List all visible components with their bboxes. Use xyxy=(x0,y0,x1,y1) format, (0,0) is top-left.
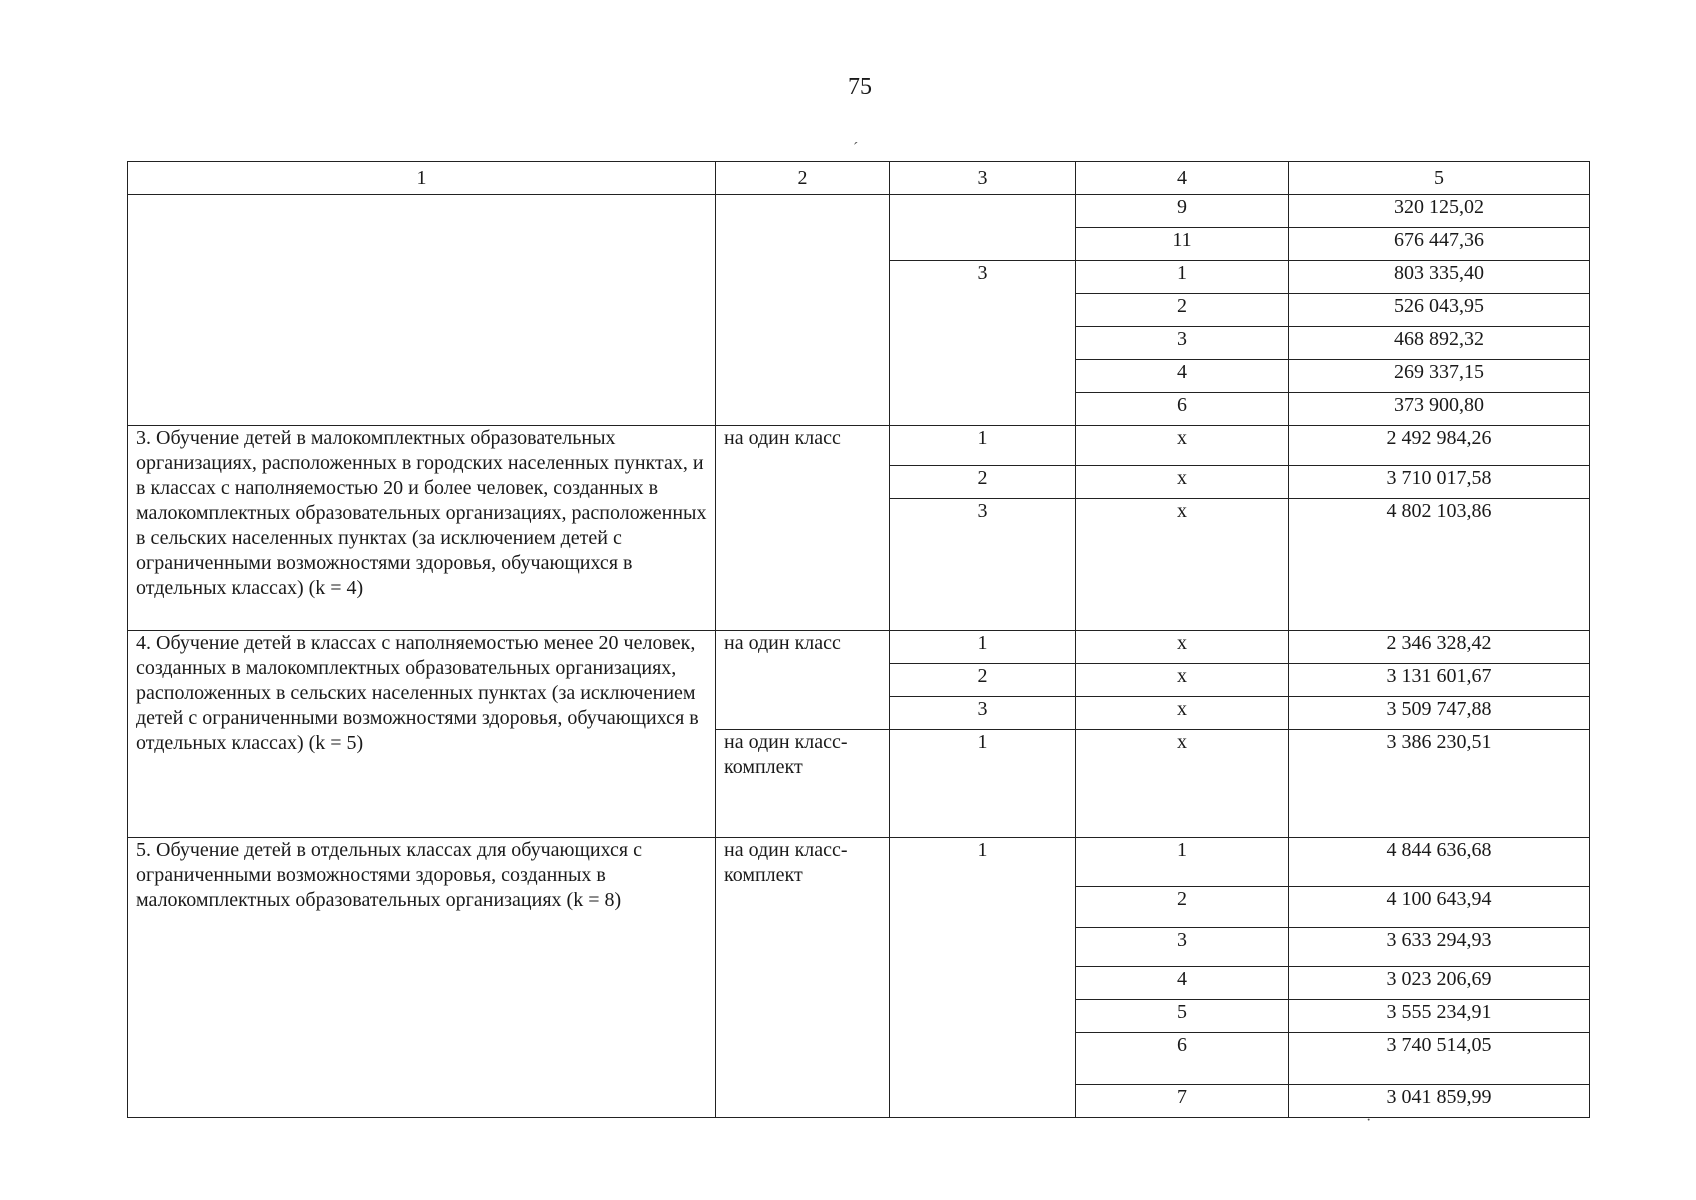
cell-col4: 1 xyxy=(1076,838,1289,887)
cell-value: 803 335,40 xyxy=(1289,261,1590,294)
cell-col4: 4 xyxy=(1076,967,1289,1000)
header-cell: 3 xyxy=(890,162,1076,195)
cell-value: 4 844 636,68 xyxy=(1289,838,1590,887)
cell-value: 4 802 103,86 xyxy=(1289,499,1590,631)
section-3-title: 3. Обучение детей в малокомплектных образовательных организациях, расположенных в городских населенных пунктах, и в классах с наполняемостью 20 и более человек, созданных в малокомплектных образовательных организациях, расположенных в сельских населенных пунктах (за исключением детей с ограниченными возможностями здоровья, обучающихся в отдельных классах) (k = 4) xyxy=(128,426,716,631)
cell-value: 3 710 017,58 xyxy=(1289,466,1590,499)
unit-label: на один класс-комплект xyxy=(716,730,890,838)
header-cell: 1 xyxy=(128,162,716,195)
cell-col4: х xyxy=(1076,631,1289,664)
cell-col4: х xyxy=(1076,466,1289,499)
table-row xyxy=(128,195,1590,228)
cell-col4: 7 xyxy=(1076,1085,1289,1118)
cell-col3: 3 xyxy=(890,499,1076,631)
cell-col4: 4 xyxy=(1076,360,1289,393)
cell-col4: 3 xyxy=(1076,327,1289,360)
cell-col4: х xyxy=(1076,664,1289,697)
cell-col4: 11 xyxy=(1076,228,1289,261)
cell-value: 3 509 747,88 xyxy=(1289,697,1590,730)
cell-value: 4 100 643,94 xyxy=(1289,887,1590,928)
cell-value: 3 633 294,93 xyxy=(1289,928,1590,967)
cell-value: 468 892,32 xyxy=(1289,327,1590,360)
cost-norms-table xyxy=(127,161,1590,1118)
section-4-title: 4. Обучение детей в классах с наполняемостью менее 20 человек, созданных в малокомплектных образовательных организациях, расположенных в сельских населенных пунктах (за исключением детей с ограниченными возможностями здоровья, обучающихся в отдельных классах) (k = 5) xyxy=(128,631,716,838)
cell-col4: х xyxy=(1076,426,1289,466)
table-row xyxy=(128,631,1590,664)
unit-label: на один класс xyxy=(716,426,890,631)
cell-col4: 6 xyxy=(1076,393,1289,426)
unit-label: на один класс-комплект xyxy=(716,838,890,1118)
table-row xyxy=(128,426,1590,466)
cell-col4: 5 xyxy=(1076,1000,1289,1033)
cell-value: 3 386 230,51 xyxy=(1289,730,1590,838)
scan-mark: ´ xyxy=(853,140,859,157)
cell-value: 269 337,15 xyxy=(1289,360,1590,393)
cell-col4: 3 xyxy=(1076,928,1289,967)
cell-value: 373 900,80 xyxy=(1289,393,1590,426)
cell-value: 3 131 601,67 xyxy=(1289,664,1590,697)
cell-col4: х xyxy=(1076,730,1289,838)
cell-col3: 2 xyxy=(890,664,1076,697)
cell-col4: 9 xyxy=(1076,195,1289,228)
cell-value: 320 125,02 xyxy=(1289,195,1590,228)
cell-value: 3 740 514,05 xyxy=(1289,1033,1590,1085)
cell-value: 3 041 859,99 xyxy=(1289,1085,1590,1118)
cell-col4: 1 xyxy=(1076,261,1289,294)
unit-label: на один класс xyxy=(716,631,890,730)
header-row xyxy=(128,162,1590,195)
cell-value: 3 555 234,91 xyxy=(1289,1000,1590,1033)
cell-col3: 1 xyxy=(890,838,1076,1118)
cell-col3: 3 xyxy=(890,261,1076,426)
scan-mark: · xyxy=(1366,1112,1372,1129)
empty-cell xyxy=(890,195,1076,261)
cell-col3: 3 xyxy=(890,697,1076,730)
cell-col4: 6 xyxy=(1076,1033,1289,1085)
section-5-title: 5. Обучение детей в отдельных классах для обучающихся с ограниченными возможностями здоровья, созданных в малокомплектных образовательных организациях (k = 8) xyxy=(128,838,716,1118)
cell-value: 2 346 328,42 xyxy=(1289,631,1590,664)
cell-col4: 2 xyxy=(1076,887,1289,928)
cell-col3: 1 xyxy=(890,730,1076,838)
header-cell: 5 xyxy=(1289,162,1590,195)
cell-value: 526 043,95 xyxy=(1289,294,1590,327)
cell-col3: 1 xyxy=(890,426,1076,466)
cell-col3: 2 xyxy=(890,466,1076,499)
cell-value: 2 492 984,26 xyxy=(1289,426,1590,466)
cell-col4: х xyxy=(1076,697,1289,730)
empty-cell xyxy=(716,195,890,426)
page-number: 75 xyxy=(848,74,872,100)
empty-cell xyxy=(128,195,716,426)
cell-col4: х xyxy=(1076,499,1289,631)
cell-col4: 2 xyxy=(1076,294,1289,327)
cell-value: 3 023 206,69 xyxy=(1289,967,1590,1000)
header-cell: 2 xyxy=(716,162,890,195)
table-row xyxy=(128,838,1590,887)
cell-value: 676 447,36 xyxy=(1289,228,1590,261)
header-cell: 4 xyxy=(1076,162,1289,195)
cell-col3: 1 xyxy=(890,631,1076,664)
